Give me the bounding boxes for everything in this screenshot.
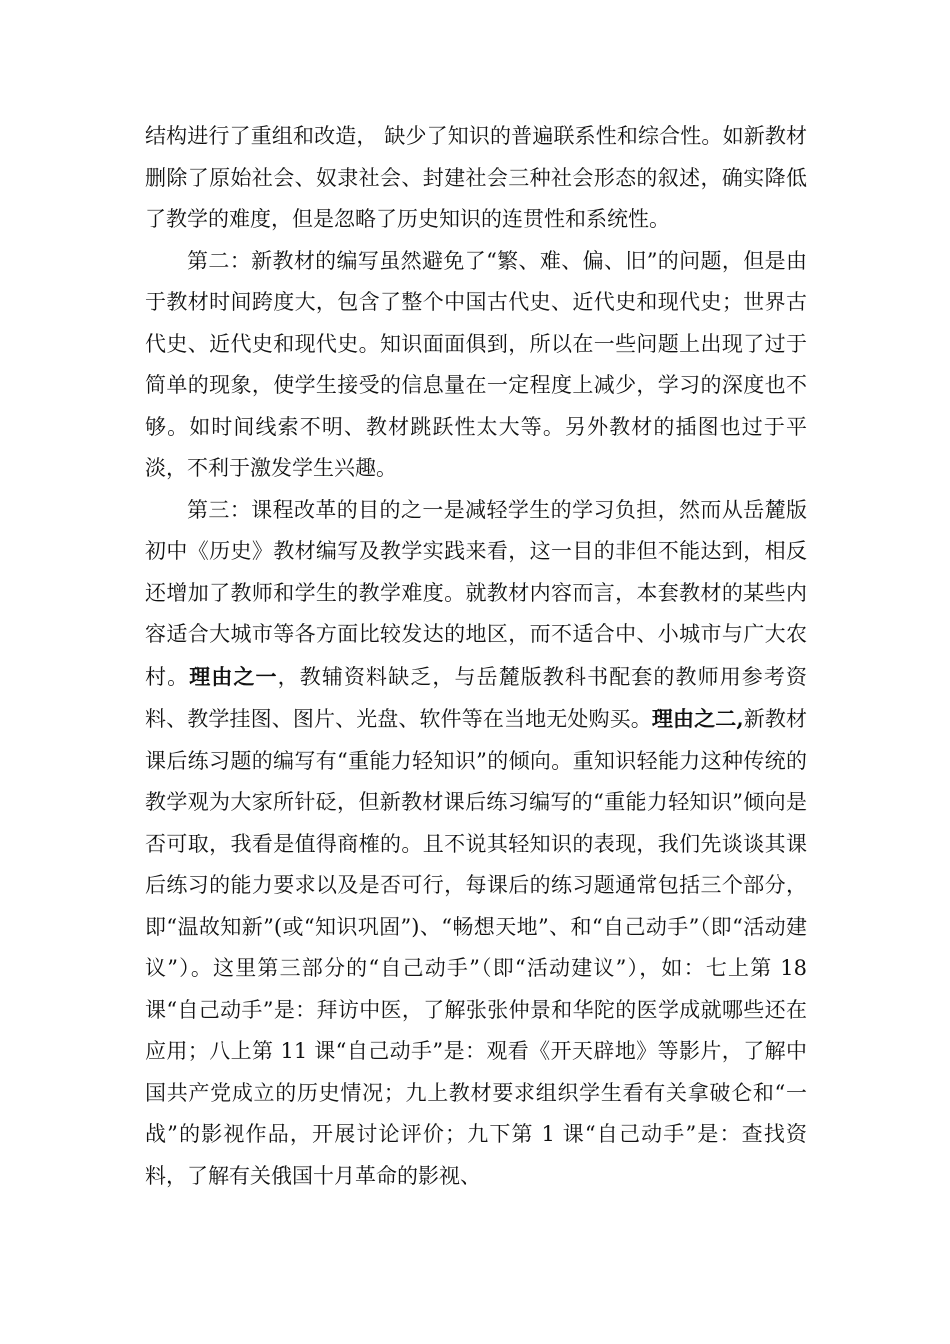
text-run: 第二：新教材的编写虽然避免了“繁、难、偏、旧”的问题，但是由于教材时间跨度大，包含了整个中国古代史、近代史和现代史；世界古代史、近代史和现代史。知识面面俱到，所以在一些问题上出现了过于简单的现象，使学生接受的信息量在一定程度上减少，学习的深度也不够。如时间线索不明、教材跳跃性太大等。另外教材的插图也过于平淡，不利于激发学生兴趣。 xyxy=(145,248,807,480)
text-run: 结构进行了重组和改造， 缺少了知识的普遍联系性和综合性。如新教材删除了原始社会、奴隶社会、封建社会三种社会形态的叙述，确实降低了教学的难度，但是忽略了历史知识的连贯性和系统性。 xyxy=(145,124,807,231)
body-text xyxy=(145,116,807,1197)
paragraph-continuation xyxy=(145,116,807,241)
paragraph-second-point xyxy=(145,241,807,490)
text-run: ，教辅资料缺乏，与岳麓版教科书配套的教师用参考资料、教学挂图、图片、光盘、软件等在当地无处购买。 xyxy=(145,664,808,731)
bold-reason-two: 理由之二, xyxy=(651,706,744,731)
text-run: 新教材课后练习题的编写有“重能力轻知识”的倾向。重知识轻能力这种传统的教学观为大家所针砭，但新教材课后练习编写的“重能力轻知识”倾向是否可取，我看是值得商榷的。且不说其轻知识的表现，我们先谈谈其课后练习的能力要求以及是否可行，每课后的练习题通常包括三个部分，即“温故知新”(或“知识巩固”)、“畅想天地”、和“自己动手”（即“活动建议”）。这里第三部分的“自己动手”（即“活动建议”），如：七上第 18 课“自己动手”是：拜访中医，了解张张仲景和华陀的医学成就哪些还在应用；八上第 11 课“自己动手”是：观看《开天辟地》等影片，了解中国共产党成立的历史情况；九上教材要求组织学生看有关拿破仑和“一战”的影视作品，开展讨论评价；九下第 1 课“自己动手”是：查找资料，了解有关俄国十月革命的影视、 xyxy=(145,707,808,1188)
bold-reason-one: 理由之一 xyxy=(189,663,278,689)
text-run: 第三：课程改革的目的之一是减轻学生的学习负担，然而从岳麓版初中《历史》教材编写及教学实践来看，这一目的非但不能达到，相反还增加了教师和学生的教学难度。就教材内容而言，本套教材的某些内容适合大城市等各方面比较发达的地区，而不适合中、小城市与广大农村。 xyxy=(145,497,807,689)
paragraph-third-point xyxy=(145,490,807,1198)
